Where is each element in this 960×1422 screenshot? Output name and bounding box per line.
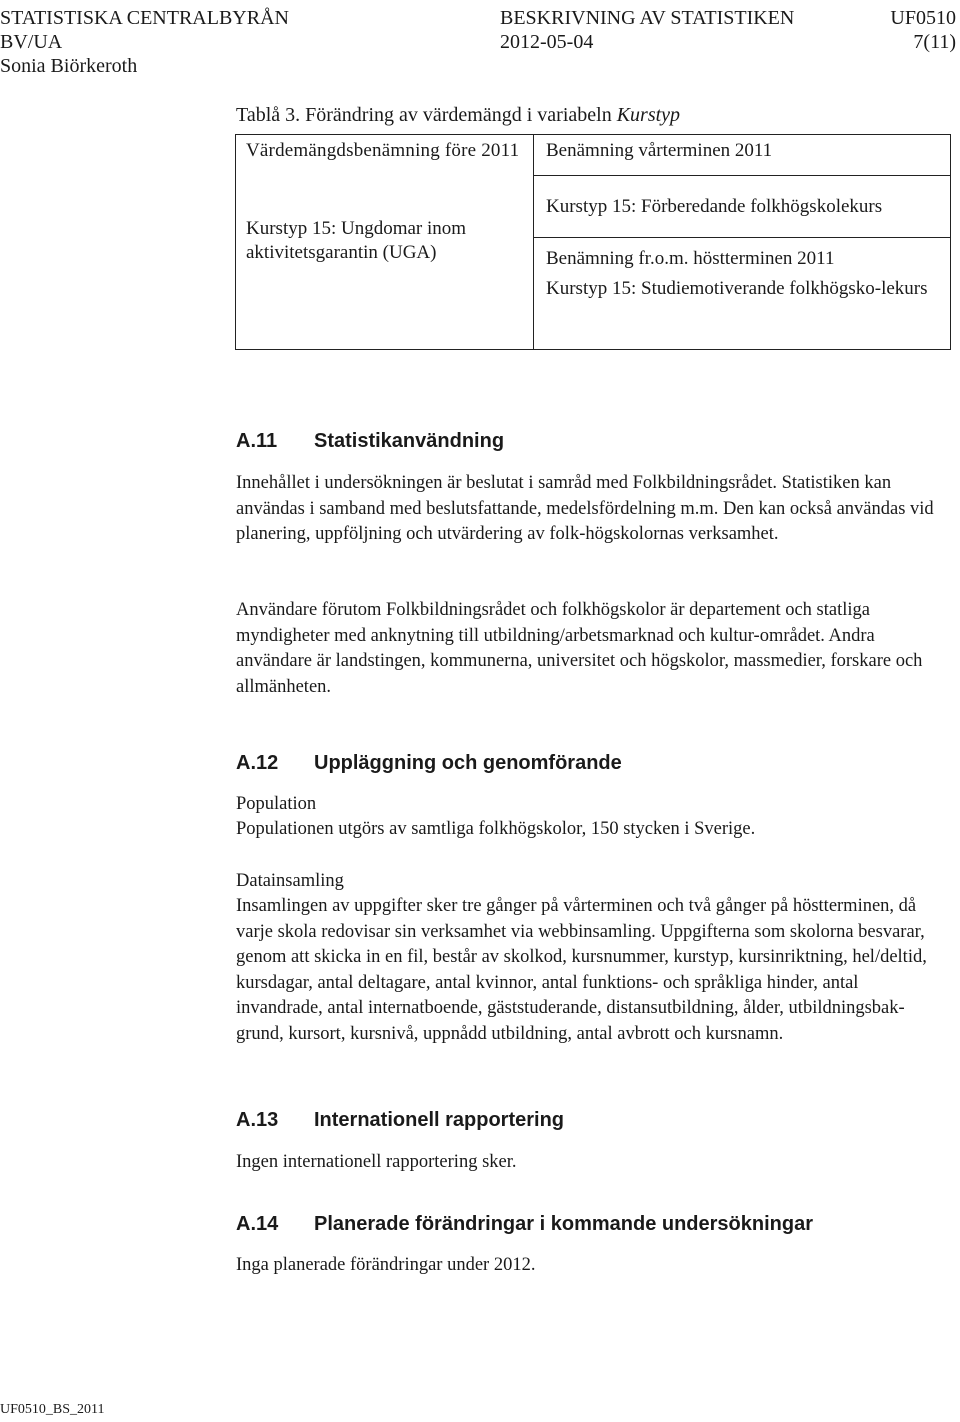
section-heading-a14 — [236, 1212, 813, 1236]
section-heading-a12 — [236, 751, 622, 775]
table-caption-variable: Kurstyp — [616, 104, 681, 126]
section-title: Uppläggning och genomförande — [314, 752, 622, 774]
table-column-divider — [533, 135, 534, 349]
paragraph: Insamlingen av uppgifter sker tre gånger på vårterminen och två gånger på höstterminen, då varje skola redovisar sin verksamhet via webbinsamling. Uppgifterna som skolorna besvarar, genom att skicka in en fil, består av skolkod, kursnummer, kurstyp, kursinriktning, hel/deltid, kursdagar, antal deltagare, antal kvinnor, antal funktions- och språkliga hinder, antal invandrade, antal internatboende, gäststuderande, distansutbildning, ålder, utbildningsbak-grund, kursort, kursnivå, uppnådd utbildning, antal avbrott och kursnamn. — [236, 896, 927, 1044]
header-date: 2012-05-04 — [500, 31, 594, 53]
header-page: 7(11) — [913, 31, 956, 53]
header-author: Sonia Biörkeroth — [0, 55, 138, 77]
paragraph: Inga planerade förändringar under 2012. — [236, 1255, 536, 1275]
header-org: STATISTISKA CENTRALBYRÅN — [0, 7, 289, 29]
section-number: A.12 — [236, 752, 279, 774]
section-number: A.14 — [236, 1213, 279, 1235]
section-number: A.13 — [236, 1109, 279, 1131]
header-code: UF0510 — [890, 7, 956, 29]
header-unit: BV/UA — [0, 31, 63, 53]
table-caption-prefix: Tablå 3. Förändring av värdemängd i variabeln — [236, 104, 617, 126]
section-heading-a11 — [236, 429, 504, 453]
footer-doc-id: UF0510_BS_2011 — [0, 1402, 105, 1417]
table-header-spring: Benämning vårterminen 2011 — [546, 140, 773, 161]
table-cell-old-value: Kurstyp 15: Ungdomar inom aktivitetsgarantin (UGA) — [246, 218, 467, 263]
section-title: Planerade förändringar i kommande undersökningar — [314, 1213, 814, 1235]
table-header-old: Värdemängdsbenämning före 2011 — [246, 140, 520, 161]
paragraph: Användare förutom Folkbildningsrådet och folkhögskolor är departement och statliga myndigheter med anknytning till utbildning/arbetsmarknad och kultur-området. Andra användare är landstingen, kommunerna, universitet och högskolor, massmedier, forskare och allmänheten. — [236, 600, 923, 697]
section-heading-a13 — [236, 1108, 564, 1132]
paragraph: Populationen utgörs av samtliga folkhögskolor, 150 stycken i Sverige. — [236, 819, 756, 839]
section-title: Internationell rapportering — [314, 1109, 565, 1131]
value-change-table — [235, 134, 951, 350]
table-cell-spring-value: Kurstyp 15: Förberedande folkhögskolekurs — [546, 196, 883, 217]
section-title: Statistikanvändning — [314, 430, 505, 452]
paragraph: Ingen internationell rapportering sker. — [236, 1152, 517, 1172]
subheading-datainsamling: Datainsamling — [236, 871, 344, 891]
header-doc-type: BESKRIVNING AV STATISTIKEN — [500, 7, 795, 29]
subheading-population: Population — [236, 794, 317, 814]
paragraph: Innehållet i undersökningen är beslutat i samråd med Folkbildningsrådet. Statistiken kan användas i samband med beslutsfattande, medelsfördelning m.m. Den kan också användas vid planering, uppföljning och utvärdering av folk-högskolornas verksamhet. — [236, 473, 934, 544]
table-row-divider — [533, 237, 950, 238]
table-cell-autumn-value: Kurstyp 15: Studiemotiverande folkhögsko-lekurs — [546, 278, 928, 299]
section-number: A.11 — [236, 430, 278, 452]
table-header-autumn: Benämning fr.o.m. höstterminen 2011 — [546, 248, 835, 269]
table-caption — [236, 104, 680, 127]
table-row-divider — [533, 175, 950, 176]
